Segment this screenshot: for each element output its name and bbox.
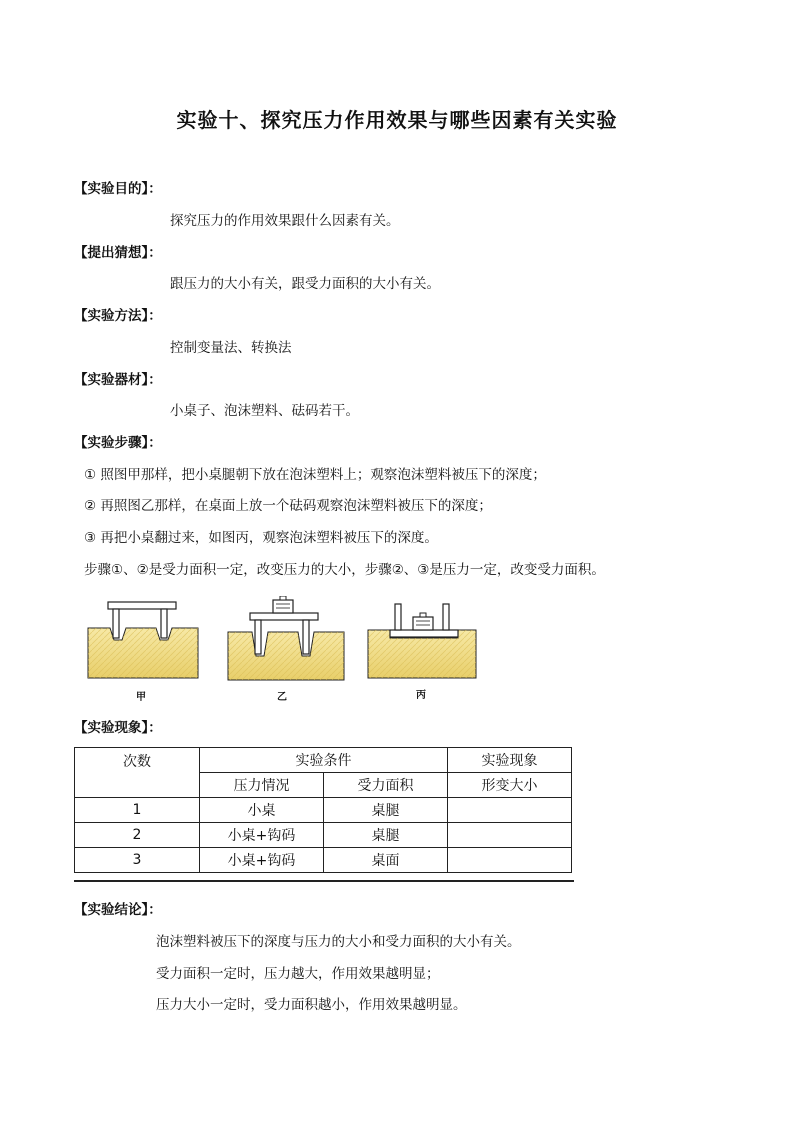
purpose-text: 探究压力的作用效果跟什么因素有关。 [170,213,400,229]
observation-table [74,747,572,873]
cell-pressure: 小桌+钩码 [200,848,324,873]
hypothesis-text: 跟压力的大小有关，跟受力面积的大小有关。 [170,276,440,292]
subheader-pressure: 压力情况 [200,773,324,798]
cell-area: 桌腿 [324,798,448,823]
cell-area: 桌面 [324,848,448,873]
figure-bing [368,604,476,678]
cell-count: 3 [75,848,200,873]
cell-deform [448,848,572,873]
conclusion-line-1: 泡沫塑料被压下的深度与压力的大小和受力面积的大小有关。 [156,934,521,950]
table-row [75,798,572,823]
experiment-figures [80,596,500,706]
cell-pressure: 小桌 [200,798,324,823]
hypothesis-heading: 【提出猜想】： [74,245,162,261]
step-item-3: ③ 再把小桌翻过来，如图丙，观察泡沫塑料被压下的深度。 [84,530,438,546]
step-item-1: ① 照图甲那样，把小桌腿朝下放在泡沫塑料上；观察泡沫塑料被压下的深度； [84,467,546,483]
figure-label-jia: 甲 [136,692,146,703]
steps-note: 步骤①、②是受力面积一定，改变压力的大小，步骤②、③是压力一定，改变受力面积。 [84,562,605,578]
subheader-area: 受力面积 [324,773,448,798]
conclusion-heading: 【实验结论】： [74,902,162,918]
cell-count: 1 [75,798,200,823]
header-count: 次数 [75,748,200,798]
table-bottom-rule [74,880,574,882]
materials-text: 小桌子、泡沫塑料、砝码若干。 [170,403,359,419]
table-row [75,848,572,873]
conclusion-line-3: 压力大小一定时，受力面积越小，作用效果越明显。 [156,997,467,1013]
page-title: 实验十、探究压力作用效果与哪些因素有关实验 [176,108,618,132]
conclusion-line-2: 受力面积一定时，压力越大，作用效果越明显； [156,966,440,982]
materials-heading: 【实验器材】： [74,372,162,388]
purpose-heading: 【实验目的】： [74,181,162,197]
cell-deform [448,798,572,823]
method-text: 控制变量法、转换法 [170,340,292,356]
header-conditions: 实验条件 [200,748,448,773]
figure-yi [228,596,344,680]
subheader-deform: 形变大小 [448,773,572,798]
phenomenon-heading: 【实验现象】： [74,720,162,736]
method-heading: 【实验方法】： [74,308,162,324]
header-phenomenon: 实验现象 [448,748,572,773]
cell-area: 桌腿 [324,823,448,848]
cell-deform [448,823,572,848]
step-item-2: ② 再照图乙那样，在桌面上放一个砝码观察泡沫塑料被压下的深度； [84,498,492,514]
figure-label-bing: 丙 [416,690,426,701]
cell-count: 2 [75,823,200,848]
steps-heading: 【实验步骤】： [74,435,162,451]
figure-jia [88,602,198,678]
cell-pressure: 小桌+钩码 [200,823,324,848]
figure-label-yi: 乙 [277,692,287,703]
table-row [75,823,572,848]
